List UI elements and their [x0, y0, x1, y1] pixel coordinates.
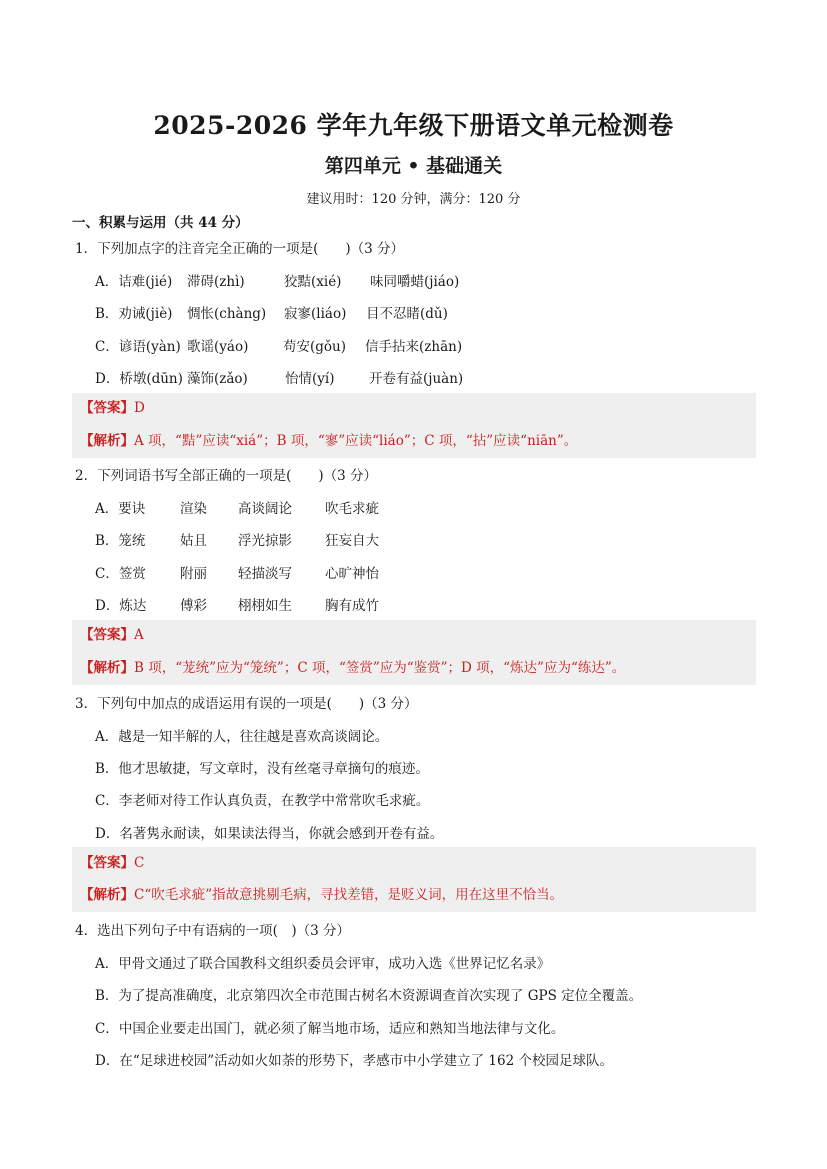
- option-term: A．诘难(jié): [95, 274, 173, 290]
- option-term: A．要诀: [95, 501, 146, 517]
- option-term: 歌谣(yáo): [187, 339, 249, 355]
- answer-box: [72, 393, 756, 424]
- option-term: 姑且: [180, 533, 207, 549]
- analysis-box: [72, 879, 756, 912]
- answer-box: [72, 620, 756, 651]
- question-3-option-b: [95, 757, 429, 777]
- question-3-option-a: [95, 725, 388, 745]
- option-term: 胸有成竹: [325, 598, 379, 614]
- question-2-option-b: [95, 529, 379, 549]
- option-term: B．笼统: [95, 533, 146, 549]
- option-term: B．劝诫(jiè): [95, 306, 173, 322]
- answer-value: A: [134, 627, 144, 643]
- option-term: D．桥墩(dūn): [95, 371, 183, 387]
- question-4-stem: 4．选出下列句子中有语病的一项( )（3 分）: [75, 923, 351, 939]
- option-text: D．名著隽永耐读，如果读法得当，你就会感到开卷有益。: [95, 826, 444, 842]
- question-4-option-d: [95, 1049, 613, 1069]
- option-term: 狂妄自大: [325, 533, 379, 549]
- question-1-stem: 1．下列加点字的注音完全正确的一项是( )（3 分）: [75, 241, 405, 257]
- answer-value: D: [134, 400, 145, 416]
- answer-label: 【答案】: [80, 400, 134, 416]
- option-text: C．中国企业要走出国门，就必须了解当地市场，适应和熟知当地法律与文化。: [95, 1021, 565, 1037]
- analysis-text: B 项，“茏统”应为“笼统”；C 项，“签赏”应为“鉴赏”；D 项，“炼达”应为“练达”。: [134, 660, 626, 676]
- option-term: 栩栩如生: [238, 598, 292, 614]
- analysis-text: A 项，“黠”应读“xiá”；B 项，“寥”应读“liáo”；C 项，“拈”应读“niān”。: [134, 433, 578, 449]
- option-term: 浮光掠影: [238, 533, 292, 549]
- option-term: D．炼达: [95, 598, 147, 614]
- analysis-box: [72, 651, 756, 685]
- option-term: 目不忍睹(dǔ): [366, 306, 448, 322]
- option-term: 寂寥(liáo): [284, 306, 347, 322]
- question-4-option-c: [95, 1017, 564, 1037]
- question-2-stem: 2．下列词语书写全部正确的一项是( )（3 分）: [75, 468, 378, 484]
- question-3-stem: 3．下列句中加点的成语运用有误的一项是( )（3 分）: [75, 696, 418, 712]
- answer-label: 【答案】: [80, 855, 134, 871]
- option-term: 藻饰(zǎo): [187, 371, 248, 387]
- option-term: 渲染: [180, 501, 207, 517]
- option-text: B．他才思敏捷，写文章时，没有丝毫寻章摘句的痕迹。: [95, 761, 429, 777]
- option-term: 开卷有益(juàn): [369, 371, 464, 387]
- question-2-option-a: [95, 497, 379, 517]
- option-term: 味同嚼蜡(jiáo): [370, 274, 460, 290]
- question-1-option-c: [95, 335, 462, 355]
- analysis-label: 【解析】: [80, 433, 134, 449]
- analysis-label: 【解析】: [80, 887, 134, 903]
- option-text: A．越是一知半解的人，往往越是喜欢高谈阔论。: [95, 729, 389, 745]
- option-term: C．签赏: [95, 566, 146, 582]
- option-term: C．谚语(yàn): [95, 339, 181, 355]
- analysis-box: [72, 424, 756, 458]
- question-1-option-b: [95, 302, 448, 322]
- question-1-option-d: [95, 367, 463, 387]
- question-1-option-a: [95, 270, 459, 290]
- option-term: 信手拈来(zhān): [365, 339, 463, 355]
- option-term: 高谈阔论: [238, 501, 292, 517]
- question-2-option-d: [95, 594, 379, 614]
- option-term: 惆怅(chàng): [187, 306, 267, 322]
- option-term: 轻描淡写: [238, 566, 292, 582]
- question-2-option-c: [95, 562, 379, 582]
- option-term: 附丽: [180, 566, 207, 582]
- question-3-option-d: [95, 822, 443, 842]
- answer-value: C: [134, 855, 145, 871]
- section-heading: 一、积累与运用（共 44 分）: [72, 215, 249, 231]
- analysis-label: 【解析】: [80, 660, 134, 676]
- option-text: A．甲骨文通过了联合国教科文组织委员会评审，成功入选《世界记忆名录》: [95, 956, 551, 972]
- option-term: 苟安(gǒu): [283, 339, 346, 355]
- analysis-text: C“吹毛求疵”指故意挑剔毛病，寻找差错，是贬义词，用在这里不恰当。: [134, 887, 564, 903]
- option-term: 吹毛求疵: [325, 501, 379, 517]
- option-text: D．在“足球进校园”活动如火如荼的形势下，孝感市中小学建立了 162 个校园足球队。: [95, 1053, 613, 1069]
- page-title: 2025-2026 学年九年级下册语文单元检测卷: [153, 111, 674, 140]
- option-term: 心旷神怡: [325, 566, 379, 582]
- option-text: C．李老师对待工作认真负责，在教学中常常吹毛求疵。: [95, 793, 430, 809]
- exam-meta: 建议用时：120 分钟，满分：120 分: [306, 192, 521, 207]
- question-3-option-c: [95, 789, 429, 809]
- option-term: 傅彩: [180, 598, 207, 614]
- option-term: 狡黠(xié): [284, 274, 342, 290]
- answer-label: 【答案】: [80, 627, 134, 643]
- option-term: 滞碍(zhì): [187, 274, 245, 290]
- option-term: 怡情(yí): [285, 371, 335, 387]
- page-subtitle: 第四单元 • 基础通关: [324, 155, 503, 177]
- question-4-option-a: [95, 952, 550, 972]
- answer-box: [72, 847, 756, 879]
- question-4-option-b: [95, 984, 642, 1004]
- option-text: B．为了提高准确度，北京第四次全市范围古树名木资源调查首次实现了 GPS 定位全覆盖。: [95, 988, 643, 1004]
